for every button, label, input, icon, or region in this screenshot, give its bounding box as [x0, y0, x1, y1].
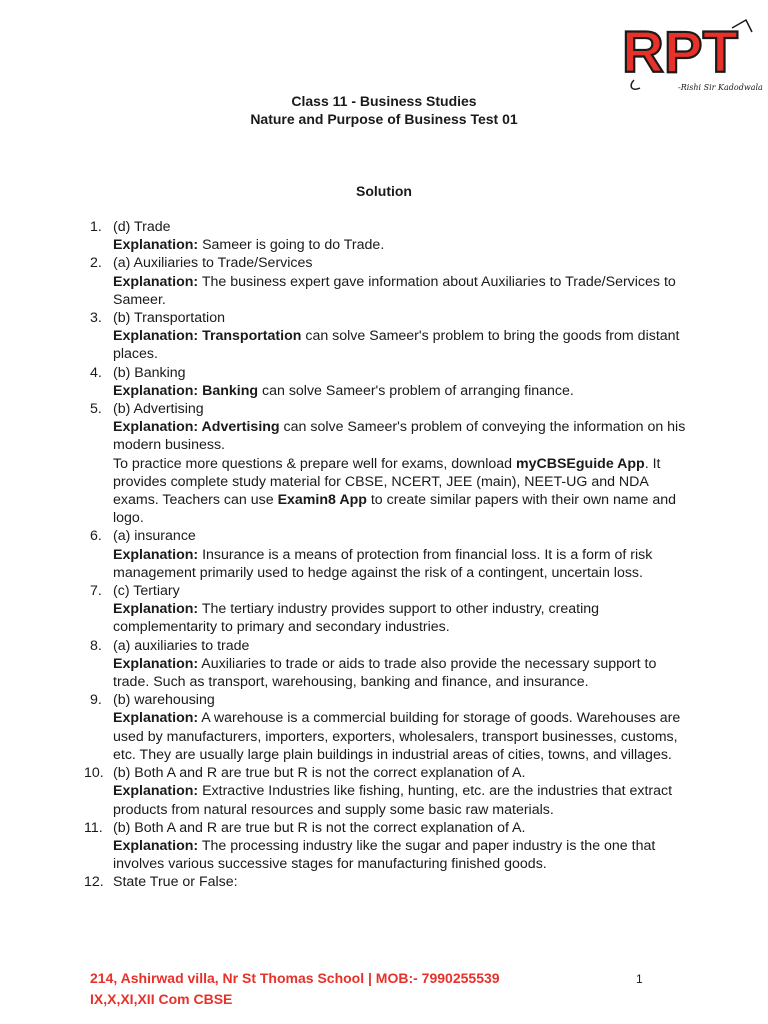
explanation: [113, 709, 694, 764]
list-item: [84, 218, 694, 254]
item-number: 10.: [84, 765, 104, 782]
page-title: Class 11 - Business Studies: [291, 93, 477, 109]
list-item: [84, 364, 694, 400]
promo-app-name: Examin8 App: [277, 492, 367, 509]
item-number: 9.: [90, 692, 102, 709]
explanation: [113, 273, 694, 309]
item-number: 2.: [90, 255, 102, 272]
list-item: [84, 582, 694, 637]
answer-text: (c) Tertiary: [113, 583, 180, 600]
item-number: 6.: [90, 528, 102, 545]
list-item: [84, 309, 694, 364]
list-item: [84, 637, 694, 692]
answer-text: (a) insurance: [113, 528, 196, 545]
page-number: 1: [636, 972, 643, 986]
explanation-keyword: Advertising: [198, 419, 280, 436]
explanation: [113, 837, 694, 873]
list-item: [84, 819, 694, 874]
list-item: [84, 764, 694, 819]
list-item: [84, 873, 694, 891]
explanation-label: Explanation:: [113, 783, 199, 800]
explanation-keyword: Transportation: [198, 328, 302, 345]
explanation-keyword: Banking: [198, 382, 259, 399]
explanation-label: Explanation:: [113, 273, 199, 290]
answer-text: State True or False:: [113, 874, 238, 891]
answer-text: (d) Trade: [113, 219, 171, 235]
explanation-text: The processing industry like the sugar and paper industry is the one that involves various successive stages for manufacturing finished goods.: [113, 837, 656, 873]
explanation-label: Explanation:: [113, 601, 199, 618]
list-item: [84, 527, 694, 582]
item-number: 11.: [84, 819, 103, 836]
footer-line-1: 214, Ashirwad villa, Nr St Thomas School | MOB:- 7990255539: [90, 970, 500, 986]
answer-text: (b) Both A and R are true but R is not the correct explanation of A.: [113, 819, 526, 836]
explanation-text: Extractive Industries like fishing, hunting, etc. are the industries that extract products from natural resources and supply some basic raw materials.: [113, 783, 673, 818]
item-number: 7.: [90, 583, 102, 600]
explanation: [113, 600, 694, 636]
footer-line-2: IX,X,XI,XII Com CBSE: [90, 991, 233, 1007]
explanation: [113, 655, 694, 691]
item-number: 8.: [90, 637, 102, 654]
document-header: [0, 92, 768, 128]
explanation-label: Explanation:: [113, 237, 199, 254]
answer-text: (b) Both A and R are true but R is not the correct explanation of A.: [113, 765, 526, 782]
promo-app-name: myCBSEguide App: [515, 455, 645, 472]
explanation: [113, 782, 694, 818]
answer-text: (b) Advertising: [113, 401, 204, 418]
answer-text: (a) Auxiliaries to Trade/Services: [113, 255, 313, 272]
explanation-label: Explanation:: [113, 328, 199, 345]
logo-text: RPT: [622, 20, 738, 85]
page-subtitle: Nature and Purpose of Business Test 01: [250, 111, 518, 127]
promo-part: to create similar papers with their own name and logo.: [113, 492, 677, 527]
explanation: [113, 236, 694, 254]
explanation-label: Explanation:: [113, 419, 199, 436]
explanation-text: Auxiliaries to trade or aids to trade also provide the necessary support to trade. Such as transport, warehousing, banking and finance, and insurance.: [113, 655, 657, 691]
list-item: [84, 400, 694, 527]
answer-text: (b) Banking: [113, 364, 186, 381]
promo-text: [113, 455, 694, 528]
rpt-logo-icon: [614, 14, 764, 98]
explanation-text: Insurance is a means of protection from financial loss. It is a form of risk management primarily used to hedge against the risk of a contingent, uncertain loss.: [113, 546, 653, 581]
promo-part: . It provides complete study material for CBSE, NCERT, JEE (main), NEET-UG and NDA exams. Teachers can use: [113, 455, 661, 509]
explanation-text: can solve Sameer's problem to bring the goods from distant places.: [113, 328, 680, 363]
answer-text: (b) warehousing: [113, 692, 215, 709]
list-item: [84, 691, 694, 764]
item-number: 12.: [84, 874, 104, 891]
list-item: [84, 254, 694, 309]
explanation-text: can solve Sameer's problem of arranging finance.: [258, 382, 574, 399]
explanation: [113, 546, 694, 582]
item-number: 1.: [90, 219, 102, 235]
explanation: [113, 382, 694, 400]
answer-text: (b) Transportation: [113, 310, 225, 327]
explanation-label: Explanation:: [113, 655, 199, 672]
explanation-text: A warehouse is a commercial building for storage of goods. Warehouses are used by manufacturers, importers, exporters, wholesalers, transport businesses, customs, etc. They are usually large plain buildings in industrial areas of cities, towns, and villages.: [113, 710, 681, 763]
explanation-label: Explanation:: [113, 837, 199, 854]
solution-heading: Solution: [356, 183, 412, 199]
logo-tagline: -Rishi Sir Kadodwala: [678, 83, 763, 92]
explanation-text: Sameer is going to do Trade.: [198, 237, 385, 254]
answer-text: (a) auxiliaries to trade: [113, 637, 250, 654]
explanation: [113, 418, 694, 454]
explanation-text: The tertiary industry provides support to other industry, creating complementarity to primary and secondary industries.: [113, 601, 599, 636]
item-number: 5.: [90, 401, 102, 418]
footer-address: [90, 968, 500, 1010]
item-number: 3.: [90, 310, 102, 327]
explanation-label: Explanation:: [113, 382, 199, 399]
item-number: 4.: [90, 364, 102, 381]
explanation-label: Explanation:: [113, 710, 199, 727]
explanation-text: can solve Sameer's problem of conveying the information on his modern business.: [113, 419, 686, 454]
explanation-label: Explanation:: [113, 546, 199, 563]
explanation-text: The business expert gave information about Auxiliaries to Trade/Services to Sameer.: [113, 273, 676, 308]
answer-list: [84, 218, 694, 892]
promo-part: To practice more questions & prepare well for exams, download: [113, 455, 516, 472]
explanation: [113, 327, 694, 363]
